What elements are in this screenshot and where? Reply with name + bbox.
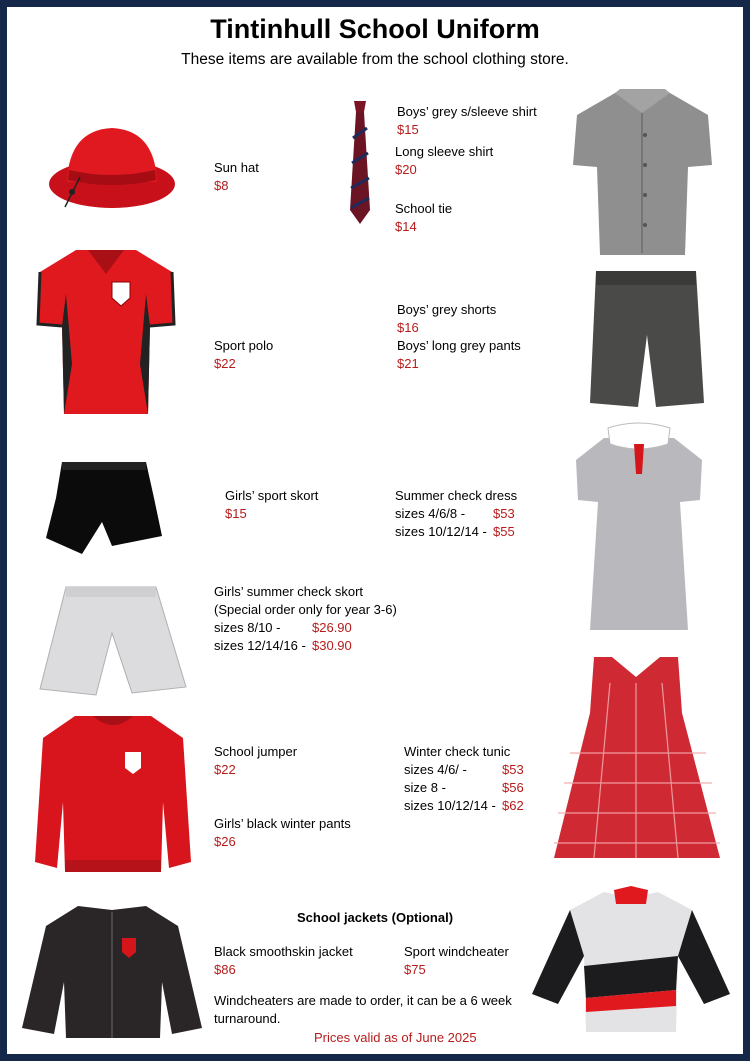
note-line: turnaround. bbox=[214, 1011, 281, 1026]
sun-hat-item bbox=[214, 159, 259, 195]
page-title: Tintinhull School Uniform bbox=[210, 14, 540, 44]
sport-polo-item bbox=[214, 337, 273, 373]
smoothskin-jacket-image bbox=[18, 902, 204, 1042]
school-jumper-image bbox=[33, 712, 193, 878]
check-skort-image bbox=[38, 583, 188, 697]
grey-shorts-name: Boys’ grey shorts bbox=[397, 302, 497, 317]
sport-skort-image bbox=[42, 458, 166, 560]
winter-pants-item bbox=[214, 815, 351, 851]
size-label: sizes 10/12/14 - bbox=[395, 524, 487, 539]
grey-shirt-item bbox=[397, 103, 537, 139]
check-skort-name: Girls’ summer check skort bbox=[214, 584, 364, 599]
size-label: sizes 4/6/ - bbox=[404, 762, 467, 777]
jumper-name: School jumper bbox=[214, 744, 298, 759]
tie-item bbox=[395, 200, 452, 236]
grey-shorts-item bbox=[397, 301, 496, 337]
size-price: $55 bbox=[493, 524, 515, 539]
long-pants-item bbox=[397, 337, 521, 373]
windcheater-item bbox=[404, 943, 509, 979]
page-subtitle: These items are available from the school clothing store. bbox=[181, 51, 569, 68]
grey-shirt-image bbox=[570, 85, 715, 257]
size-price: $56 bbox=[502, 780, 524, 795]
long-pants-name: Boys’ long grey pants bbox=[397, 338, 521, 353]
sport-skort-price: $15 bbox=[225, 506, 247, 521]
grey-shorts-image bbox=[586, 265, 708, 411]
size-label: sizes 4/6/8 - bbox=[395, 506, 466, 521]
long-shirt-item bbox=[395, 143, 493, 179]
school-tie-image bbox=[345, 98, 375, 228]
size-price: $53 bbox=[502, 762, 524, 777]
check-skort-note: (Special order only for year 3-6) bbox=[214, 602, 397, 617]
winter-pants-name: Girls’ black winter pants bbox=[214, 816, 351, 831]
sport-windcheater-image bbox=[528, 886, 734, 1036]
smoothskin-name: Black smoothskin jacket bbox=[214, 944, 353, 959]
sport-polo-name: Sport polo bbox=[214, 338, 274, 353]
smoothskin-item bbox=[214, 943, 353, 979]
long-pants-price: $21 bbox=[397, 356, 419, 371]
sport-skort-item bbox=[225, 487, 318, 523]
sport-polo-price: $22 bbox=[214, 356, 236, 371]
winter-pants-price: $26 bbox=[214, 834, 236, 849]
note-line: Windcheaters are made to order, it can be a 6 week bbox=[214, 993, 512, 1008]
jackets-heading: School jackets (Optional) bbox=[297, 910, 454, 925]
summer-dress-name: Summer check dress bbox=[395, 488, 518, 503]
sun-hat-image bbox=[45, 122, 180, 217]
windcheater-note bbox=[214, 992, 512, 1028]
check-skort-heading bbox=[214, 583, 397, 619]
sun-hat-price: $8 bbox=[214, 178, 229, 193]
jumper-price: $22 bbox=[214, 762, 236, 777]
size-label: sizes 10/12/14 - bbox=[404, 798, 496, 813]
grey-shorts-price: $16 bbox=[397, 320, 419, 335]
winter-tunic-image bbox=[550, 653, 724, 865]
jumper-item bbox=[214, 743, 297, 779]
grey-shirt-name: Boys’ grey s/sleeve shirt bbox=[397, 104, 537, 119]
size-price: $53 bbox=[493, 506, 515, 521]
size-price: $26.90 bbox=[312, 620, 352, 635]
tie-price: $14 bbox=[395, 219, 417, 234]
long-shirt-price: $20 bbox=[395, 162, 417, 177]
winter-tunic-name: Winter check tunic bbox=[404, 744, 511, 759]
size-label: size 8 - bbox=[404, 780, 446, 795]
sport-polo-image bbox=[36, 244, 176, 416]
size-price: $30.90 bbox=[312, 638, 352, 653]
summer-dress-image bbox=[572, 420, 706, 635]
size-label: sizes 8/10 - bbox=[214, 620, 281, 635]
windcheater-name: Sport windcheater bbox=[404, 944, 509, 959]
prices-valid-note: Prices valid as of June 2025 bbox=[314, 1030, 477, 1045]
size-price: $62 bbox=[502, 798, 524, 813]
sport-skort-name: Girls’ sport skort bbox=[225, 488, 319, 503]
smoothskin-price: $86 bbox=[214, 962, 236, 977]
tie-name: School tie bbox=[395, 201, 453, 216]
sun-hat-name: Sun hat bbox=[214, 160, 259, 175]
grey-shirt-price: $15 bbox=[397, 122, 419, 137]
windcheater-price: $75 bbox=[404, 962, 426, 977]
size-label: sizes 12/14/16 - bbox=[214, 638, 306, 653]
long-shirt-name: Long sleeve shirt bbox=[395, 144, 494, 159]
